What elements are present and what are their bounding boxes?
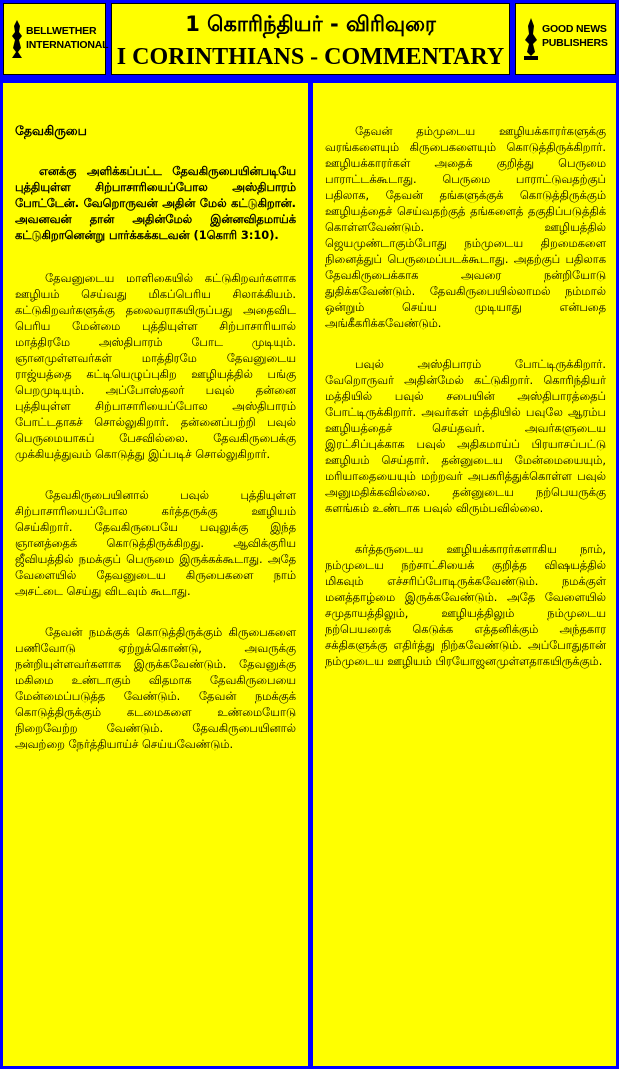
logo-left-line1: BELLWETHER: [26, 25, 97, 37]
left-paragraph-3: தேவன் நமக்குக் கொடுத்திருக்கும் கிருபைகளை பணிவோடு ஏற்றுக்கொண்டு, அவருக்கு நன்றியுள்ளவர்களாக இருக்கவேண்டும். தேவனுக்கு மகிமை உண்டாகும் விதமாக தேவகிருபையை மேன்மைப்படுத்த வேண்டும். தேவன் நமக்குக் கொடுத்திருக்கும் கடமைகளை உண்மையோடு நிறைவேற்ற வேண்டும். தேவகிருபையினால் அவற்றை நேர்த்தியாய்ச் செய்யவேண்டும்.: [15, 625, 296, 751]
bellwether-logo: [3, 3, 109, 75]
bellwether-emblem-icon: [10, 18, 24, 60]
logo-right-line2: PUBLISHERS: [542, 37, 608, 49]
logo-left-line2: INTERNATIONAL: [26, 39, 109, 51]
right-paragraph-1: தேவன் தம்முடைய ஊழியக்காரர்களுக்கு வரங்களையும் கிருபைகளையும் கொடுத்திருக்கிறார். ஊழியக்காரர்கள் அதைக் குறித்து பெருமை பாராட்டக்கூடாது. பெருமை பாராட்டுவதற்குப் பதிலாக, தேவன் தங்களுக்குக் கொடுத்திருக்கும் ஊழியத்தைச் செய்வதற்குத் தங்களைத் தகுதிப்படுத்திக் கொள்ளவேண்டும். ஊழியத்தில் ஜெயமுண்டாகும்போது நம்முடைய திறமைகளை நினைத்துப் பெருமைப்படக்கூடாது. அதற்குப் பதிலாக தேவகிருபைக்காக அவரை நன்றியோடு துதிக்கவேண்டும். தேவகிருபையில்லாமல் நம்மால் ஒன்றும் செய்ய முடியாது என்பதை அங்கீகரிக்கவேண்டும்.: [325, 124, 606, 330]
left-paragraph-1: தேவனுடைய மாளிகையில் கட்டுகிறவர்களாக ஊழியம் செய்வது மிகப்பெரிய சிலாக்கியம். கட்டுகிறவர்களுக்கு தலைவராகயிருப்பது அதைவிட பெரிய மேன்மை புத்தியுள்ள சிற்பாசாரியால் மாத்திரமே அஸ்திபாரம் போட முடியும். ஞானமுள்ளவர்கள் மாத்திரமே தேவனுடைய ராஜ்யத்தை கட்டியெழுப்புகிற ஊழியத்தில் பங்கு பெறமுடியும். அப்போஸ்தலர் பவுல் தன்னை புத்தியுள்ள சிற்பாசாரியைப்போல அஸ்திபாரம் போட்டதாகச் சொல்லுகிறார். தன்னைப்பற்றி பவுல் பெருமையாகப் பேசவில்லை. தேவகிருபைக்கு முக்கியத்துவம் கொடுத்து இப்படிச் சொல்லுகிறார்.: [15, 271, 296, 461]
page-title-tamil: 1 கொரிந்தியர் - விரிவுரை: [185, 12, 436, 36]
title-banner: [111, 3, 510, 75]
section-heading: தேவகிருபை: [15, 123, 87, 138]
left-paragraph-2: தேவகிருபையினால் பவுல் புத்தியுள்ள சிற்பாசாரியைப்போல கர்த்தருக்கு ஊழியம் செய்கிறார். தேவகிருபையே பவுலுக்கு இந்த ஞானத்தைக் கொடுத்திருக்கிறது. ஆவிக்குரிய ஜீவியத்தில் நமக்குப் பெருமை இருக்கக்கூடாது. அதே வேளையில் தேவனுடைய கிருபைகளை நாம் அசட்டை செய்து விடவும் கூடாது.: [15, 488, 296, 598]
left-column: [3, 83, 308, 1066]
logo-right-line1: GOOD NEWS: [542, 23, 607, 35]
good-news-logo: [515, 3, 616, 75]
right-paragraph-3: கர்த்தருடைய ஊழியக்காரர்களாகிய நாம், நம்முடைய நற்சாட்சியைக் குறித்த விஷயத்தில் மிகவும் எச்சரிப்போடிருக்கவேண்டும். நமக்குள் மனத்தாழ்மை இருக்கவேண்டும். அதே வேளையில் சமுதாயத்திலும், ஊழியத்திலும் நம்முடைய நற்பெயரைக் கெடுக்க எத்தனிக்கும் அந்தகார சக்திகளுக்கு எதிர்த்து நிற்கவேண்டும். அப்போதுதான் நம்முடைய ஊழியம் பிரயோஜனமுள்ளதாகயிருக்கும்.: [325, 542, 606, 668]
page-title-english: I CORINTHIANS - COMMENTARY: [116, 44, 505, 70]
page-header: [0, 0, 619, 80]
scripture-verse: எனக்கு அளிக்கப்பட்ட தேவகிருபையின்படியே புத்தியுள்ள சிற்பாசாரியைப்போல அஸ்திபாரம் போட்டேன். வேறொருவன் அதின் மேல் கட்டுகிறான். அவனவன் தான் அதின்மேல் இன்னவிதமாய்க் கட்டுகிறானென்று பார்க்கக்கடவன் (1கொரி 3:10).: [15, 164, 296, 242]
right-paragraph-2: பவுல் அஸ்திபாரம் போட்டிருக்கிறார். வேறொருவர் அதின்மேல் கட்டுகிறார். கொரிந்தியர் மத்தியில் பவுல் சபையின் அஸ்திபாரத்தைப் போட்டிருக்கிறார். அவர்கள் மத்தியில் பவுலே ஆரம்ப ஊழியத்தைச் செய்தவர். அவர்களுடைய இரட்சிப்புக்காக பவுல் அதிகமாய்ப் பிரயாசப்பட்டு ஊழியம் செய்தார். தன்னுடைய மேன்மையையும், மரியாதையையும் மற்றவர் அபகரித்துக்கொள்ள பவுல் அனுமதிக்கவில்லை. தன்னுடைய நற்பெயருக்கு களங்கம் உண்டாக பவுல் விரும்பவில்லை.: [325, 357, 606, 515]
open-book-icon: [522, 16, 540, 62]
right-column: [313, 83, 616, 1066]
